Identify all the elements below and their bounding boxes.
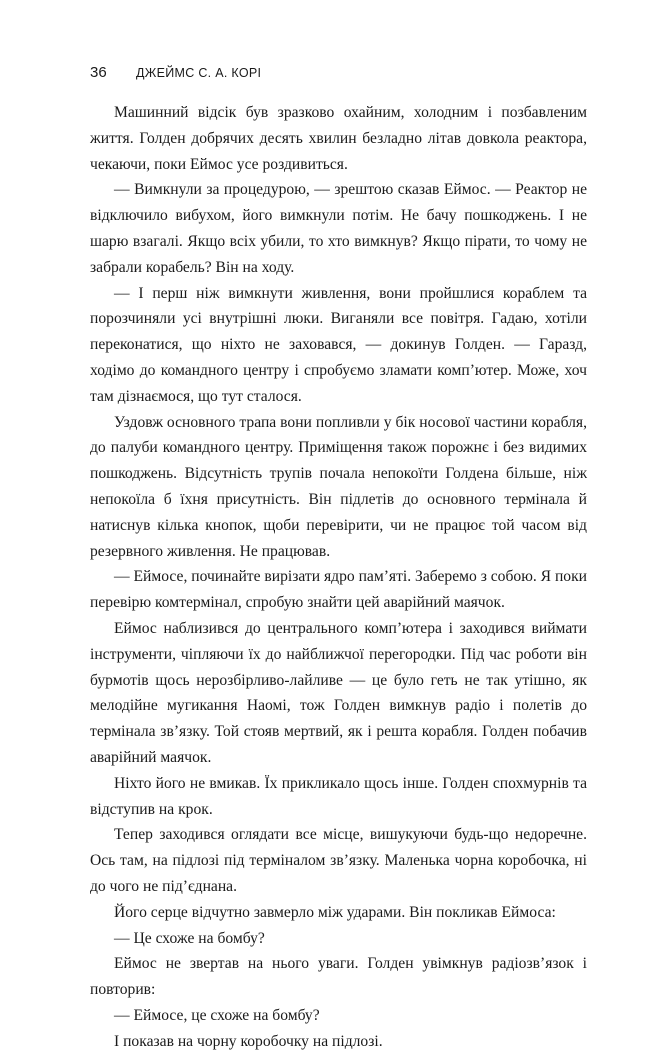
paragraph: — І перш ніж вимкнути живлення, вони пройшлися кораблем та порозчиняли усі внутрішні люки. Виганяли все повітря. Гадаю, хотіли переконатися, що ніхто не заховався, — докинув Голден. — Гаразд, ходімо до командного центру і спробуємо зламати комп’ютер. Може, хоч там дізнаємося, що тут сталося.: [90, 284, 587, 405]
body-text: [90, 100, 587, 1054]
paragraph: Тепер заходився оглядати все місце, вишукуючи будь-що недоречне. Ось там, на підлозі під терміналом зв’язку. Маленька чорна коробочка, ні до чого не під’єднана.: [90, 826, 587, 895]
paragraph: Уздовж основного трапа вони попливли у бік носової частини корабля, до палуби командного центру. Приміщення також порожнє і без видимих пошкоджень. Відсутність трупів почала непокоїти Голдена більше, ніж непокоїла б їхня присутність. Він підлетів до основного термінала й натиснув кілька кнопок, щоби перевірити, чи не працює той часом від резервного живлення. Не працював.: [90, 413, 587, 560]
paragraph: Ніхто його не вмикав. Їх прикликало щось інше. Голден спохмурнів та відступив на крок.: [90, 774, 587, 818]
paragraph: І показав на чорну коробочку на підлозі.: [114, 1032, 383, 1050]
paragraph: Еймос не звертав на нього уваги. Голден увімкнув радіозв’язок і повторив:: [90, 955, 587, 999]
paragraph: Машинний відсік був зразково охайним, холодним і позбавленим життя. Голден добрячих десять хвилин безладно літав довкола реактора, чекаючи, поки Еймос усе роздивиться.: [90, 104, 587, 173]
running-header: [90, 64, 587, 90]
book-page: [90, 64, 587, 1054]
paragraph: — Еймосе, починайте вирізати ядро пам’яті. Заберемо з собою. Я поки перевірю комтермінал, спробую знайти цей аварійний маячок.: [90, 568, 588, 612]
paragraph: — Еймосе, це схоже на бомбу?: [114, 1006, 320, 1024]
paragraph: Його серце відчутно завмерло між ударами. Він покликав Еймоса:: [114, 903, 556, 921]
paragraph: — Вимкнули за процедурою, — зрештою сказав Еймос. — Реактор не відключило вибухом, його вимкнули потім. Не бачу пошкоджень. І не шарю взагалі. Якщо всіх убили, то хто вимкнув? Якщо пірати, то чому не забрали корабель? Він на ходу.: [90, 181, 587, 276]
paragraph: — Це схоже на бомбу?: [114, 929, 265, 947]
page-number: 36: [90, 64, 107, 81]
running-title: ДЖЕЙМС С. А. КОРІ: [136, 66, 262, 80]
paragraph: Еймос наблизився до центрального комп’ютера і заходився виймати інструменти, чіпляючи їх до найближчої перегородки. Під час роботи він бурмотів щось нерозбірливо-лайливе — це було геть не так утішно, як мелодійне мугикання Наомі, тож Голден вимкнув радіо і полетів до термінала зв’язку. Той стояв мертвий, як і решта корабля. Голден побачив аварійний маячок.: [90, 619, 587, 766]
